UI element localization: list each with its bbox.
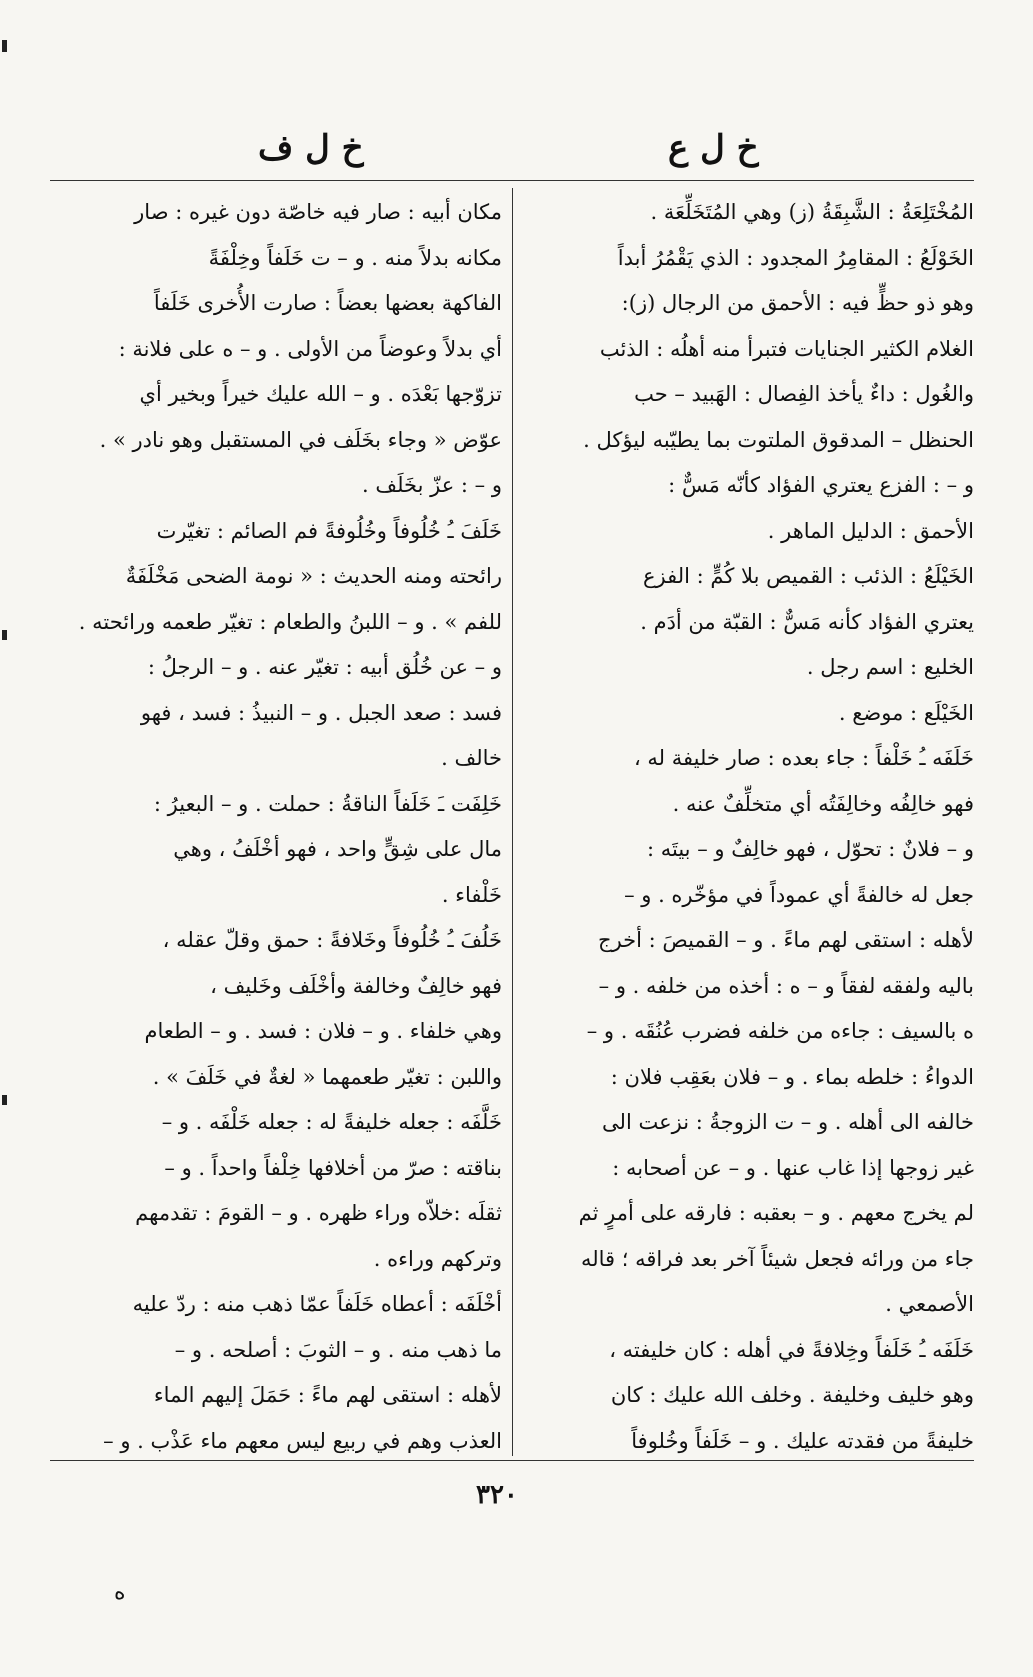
text-line: مكان أبيه : صار فيه خاصّة دون غيره : صار [134,200,502,224]
top-rule [50,180,974,181]
scan-edge-mark [2,630,7,640]
root-heading-left: خ ل ف [258,128,364,168]
text-line: لأهله : استقى لهم ماءً . و – القميصَ : أخرج [598,928,974,952]
text-line: و – : الفزع يعتري الفؤاد كأنّه مَسٌّ : [668,473,974,497]
text-line: فهو خالِفٌ وخالفة وأخْلَف وخَليف ، [210,973,502,998]
text-line: أخْلَفَه : أعطاه خَلَفاً عمّا ذهب منه : ردّ عليه [132,1292,502,1316]
text-line: لم يخرج معهم . و – بعقبه : فارقه على أمرٍ ثم [578,1201,974,1225]
root-heading-right: خ ل ع [668,128,759,168]
text-line: والغُول : داءٌ يأخذ الفِصال : الهَبيد – حب [634,382,974,406]
text-line: الحنظل – المدقوق الملتوت بما يطيّبه ليؤكل . [583,427,974,452]
text-line: الخليع : اسم رجل . [806,655,974,679]
text-line: غير زوجها إذا غاب عنها . و – عن أصحابه : [612,1155,974,1180]
text-line: الغلام الكثير الجنايات فتبرأ منه أهلُه : الذئب [599,336,974,361]
footer-mark: ه [114,1580,126,1605]
text-line: جاء من ورائه فجعل شيئاً آخر بعد فراقه ؛ قاله [580,1246,974,1271]
text-line: لأهله : استقى لهم ماءً : حَمَلَ إليهم الماء [153,1383,502,1407]
text-line: مال على شِقٍّ واحد ، فهو أخْلَفُ ، وهي [173,837,502,861]
text-line: فسد : صعد الجبل . و – النبيذُ : فسد ، فهو [140,700,502,725]
text-line: خليفةً من فقدته عليك . و – خَلَفاً وخُلوفاً [631,1428,974,1453]
text-line: بناقته : صرّ من أخلافها خِلْفاً واحداً . و – [164,1155,502,1180]
text-line: جعل له خالفةً أي عموداً في مؤخّره . و – [624,882,974,907]
text-line: الخَيْلَع : موضع . [838,700,974,725]
right-column [528,190,974,1464]
scan-edge-mark [2,40,7,52]
text-line: خَلْفاء . [441,882,502,907]
column-divider [512,188,513,1456]
text-line: وتركهم وراءه . [373,1246,502,1271]
scan-edge-mark [2,1095,7,1105]
text-line: و – فلانٌ : تحوّل ، فهو خالِفٌ و – بيتَه : [647,837,974,861]
text-line: خَلِفَت ـَ خَلَفاً الناقةُ : حملت . و – البعيرُ : [153,791,502,816]
text-line: و – عن خُلُق أبيه : تغيّر عنه . و – الرجلُ : [147,655,502,679]
text-line: وهو خليف وخليفة . وخلف الله عليك : كان [610,1383,974,1407]
text-line: وهو ذو حظٍّ فيه : الأحمق من الرجال (ز): [621,291,974,315]
text-line: الأصمعي . [885,1292,974,1316]
text-line: باليه ولفقه لفقاً و – ه : أخذه من خلفه . و – [598,973,974,998]
left-column [50,190,502,1464]
text-line: وهي خلفاء . و – فلان : فسد . و – الطعام [144,1019,502,1043]
text-line: العذب وهم في ربيع ليس معهم ماء عَذْب . و – [103,1428,502,1453]
text-line: خالف . [441,746,502,770]
text-line: عوّض « وجاء بخَلَف في المستقبل وهو نادر » . [99,427,502,452]
text-line: فهو خالِفُه وخالِفَتُه أي متخلِّفٌ عنه . [672,791,974,816]
text-line: المُخْتَلِعَةُ : الشَّبِقَةُ (ز) وهي المُتَخَلِّعَة . [650,200,974,224]
text-line: يعتري الفؤاد كأنه مَسٌّ : القبّة من أدَم . [640,609,974,634]
text-line: ثقلَه :خلاّه وراء ظهره . و – القومَ : تقدمهم [135,1201,502,1225]
text-line: ما ذهب منه . و – الثوبَ : أصلحه . و – [174,1337,502,1362]
text-line: خالفه الى أهله . و – ت الزوجةُ : نزعت الى [602,1110,974,1134]
text-line: و – : عزّ بخَلَف . [362,473,502,497]
text-line: ه بالسيف : جاءه من خلفه فضرب عُنُقَه . و – [586,1019,974,1043]
text-line: الخَوْلَعُ : المقامِرُ المجدود : الذي يَقْمُرُ أبداً [617,245,974,270]
text-line: خَلُفَ ـُ خُلُوفاً وخَلافةً : حمق وقلّ عقله ، [162,928,502,952]
text-line: خَلَفَه ـُ خَلَفاً وخِلافةً في أهله : كان خليفته ، [609,1337,974,1362]
text-line: خَلَّفَه : جعله خليفةً له : جعله خَلْفَه . و – [161,1110,502,1134]
text-line: أي بدلاً وعوضاً من الأولى . و – ه على فلانة : [118,336,502,361]
text-line: تزوّجها بَعْدَه . و – الله عليك خيراً وبخير أي [139,382,502,406]
text-line: واللبن : تغيّر طعمهما « لغةٌ في خَلَفَ » . [152,1064,502,1089]
text-line: الفاكهة بعضها بعضاً : صارت الأُخرى خَلَفاً [153,291,502,315]
text-line: رائحته ومنه الحديث : « نومة الضحى مَخْلَفَةٌ [125,564,502,588]
page-number: ٣٢٠ [476,1480,518,1510]
text-line: الخَيْلَعُ : الذئب : القميص بلا كُمٍّ : الفزع [643,564,974,588]
text-line: الأحمق : الدليل الماهر . [767,518,974,543]
text-line: مكانه بدلاً منه . و – ت خَلَفاً وخِلْفَةً [208,245,502,270]
text-line: خَلَفَه ـُ خَلْفاً : جاء بعده : صار خليفة له ، [633,746,974,770]
text-line: للفم » . و – اللبنُ والطعام : تغيّر طعمه ورائحته . [78,609,502,634]
text-line: خَلَفَ ـُ خُلُوفاً وخُلُوفةً فم الصائم : تغيّرت [156,518,502,543]
text-line: الدواءُ : خلطه بماء . و – فلان بعَقِب فلان : [610,1064,974,1089]
